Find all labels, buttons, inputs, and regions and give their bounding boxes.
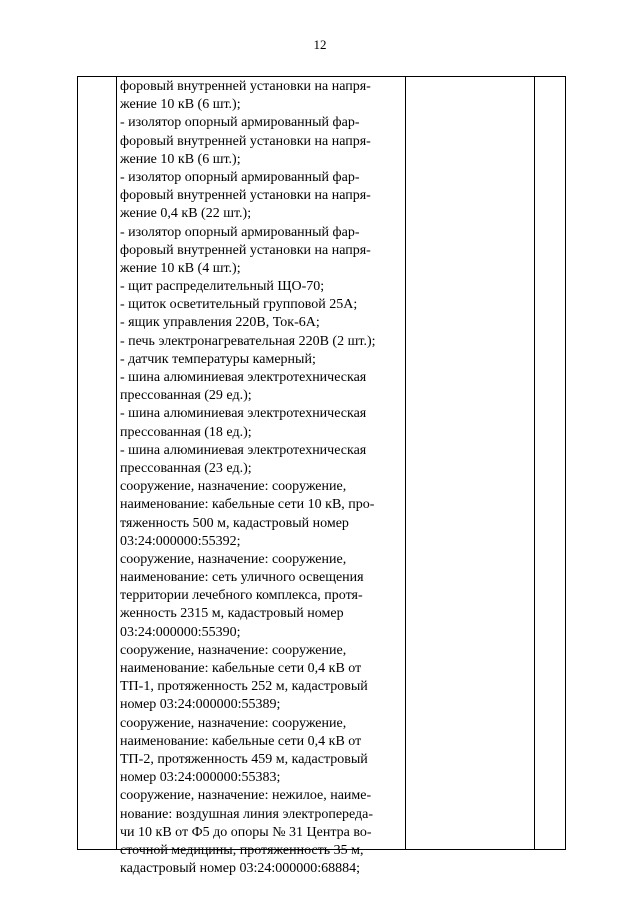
description-line: сооружение, назначение: нежилое, наиме- <box>120 788 372 804</box>
description-line: - изолятор опорный армированный фар- <box>120 115 360 131</box>
description-line: кадастровый номер 03:24:000000:68884; <box>120 861 361 877</box>
description-line: - шина алюминиевая электротехническая <box>120 406 367 422</box>
description-line: прессованная (23 ед.); <box>120 460 252 476</box>
description-line: жение 0,4 кВ (22 шт.); <box>120 206 252 222</box>
description-line: - щит распределительный ЩО-70; <box>120 279 325 295</box>
description-line: жение 10 кВ (4 шт.); <box>120 260 241 276</box>
property-table <box>77 76 566 877</box>
description-line: - шина алюминиевая электротехническая <box>120 442 367 458</box>
description-line: - ящик управления 220В, Ток-6А; <box>120 315 320 331</box>
description-line: сооружение, назначение: сооружение, <box>120 551 347 567</box>
description-line: - печь электронагревательная 220В (2 шт.); <box>120 333 376 349</box>
description-line: ТП-2, протяженность 459 м, кадастровый <box>120 751 368 767</box>
description-line: сооружение, назначение: сооружение, <box>120 642 347 658</box>
description-line: прессованная (18 ед.); <box>120 424 252 440</box>
description-line: женность 2315 м, кадастровый номер <box>120 606 344 622</box>
description-line: жение 10 кВ (6 шт.); <box>120 151 241 167</box>
description-line: номер 03:24:000000:55383; <box>120 770 281 786</box>
description-line: сточной медицины, протяженность 35 м, <box>120 842 364 858</box>
description-line: номер 03:24:000000:55389; <box>120 697 281 713</box>
description-line: 03:24:000000:55392; <box>120 533 241 549</box>
description-line: сооружение, назначение: сооружение, <box>120 479 347 495</box>
description-line: жение 10 кВ (6 шт.); <box>120 97 241 113</box>
description-line: территории лечебного комплекса, протя- <box>120 588 363 604</box>
description-line: форовый внутренней установки на напря- <box>120 242 371 258</box>
description-line: форовый внутренней установки на напря- <box>120 188 371 204</box>
column-divider-1 <box>116 77 117 849</box>
description-line: наименование: кабельные сети 0,4 кВ от <box>120 733 362 749</box>
description-line: - изолятор опорный армированный фар- <box>120 224 360 240</box>
description-line: - датчик температуры камерный; <box>120 351 316 367</box>
property-description-cell <box>120 78 402 878</box>
description-line: форовый внутренней установки на напря- <box>120 133 371 149</box>
description-line: наименование: кабельные сети 0,4 кВ от <box>120 661 362 676</box>
description-line: сооружение, назначение: сооружение, <box>120 715 347 731</box>
description-line: - шина алюминиевая электротехническая <box>120 370 367 385</box>
description-line: тяженность 500 м, кадастровый номер <box>120 515 349 531</box>
description-line: - изолятор опорный армированный фар- <box>120 169 360 185</box>
description-line: 03:24:000000:55390; <box>120 624 241 640</box>
description-line: ТП-1, протяженность 252 м, кадастровый <box>120 679 368 695</box>
description-line: наименование: кабельные сети 10 кВ, про- <box>120 497 375 513</box>
column-divider-3 <box>534 77 535 849</box>
description-line: нование: воздушная линия электропереда- <box>120 806 374 822</box>
description-line: - щиток осветительный групповой 25А; <box>120 297 358 313</box>
page-number: 12 <box>313 37 327 52</box>
column-divider-2 <box>405 77 406 849</box>
description-line: прессованная (29 ед.); <box>120 388 252 404</box>
description-line: форовый внутренней установки на напря- <box>120 79 371 94</box>
description-line: чи 10 кВ от Ф5 до опоры № 31 Центра во- <box>120 824 372 840</box>
description-line: наименование: сеть уличного освещения <box>120 570 364 586</box>
